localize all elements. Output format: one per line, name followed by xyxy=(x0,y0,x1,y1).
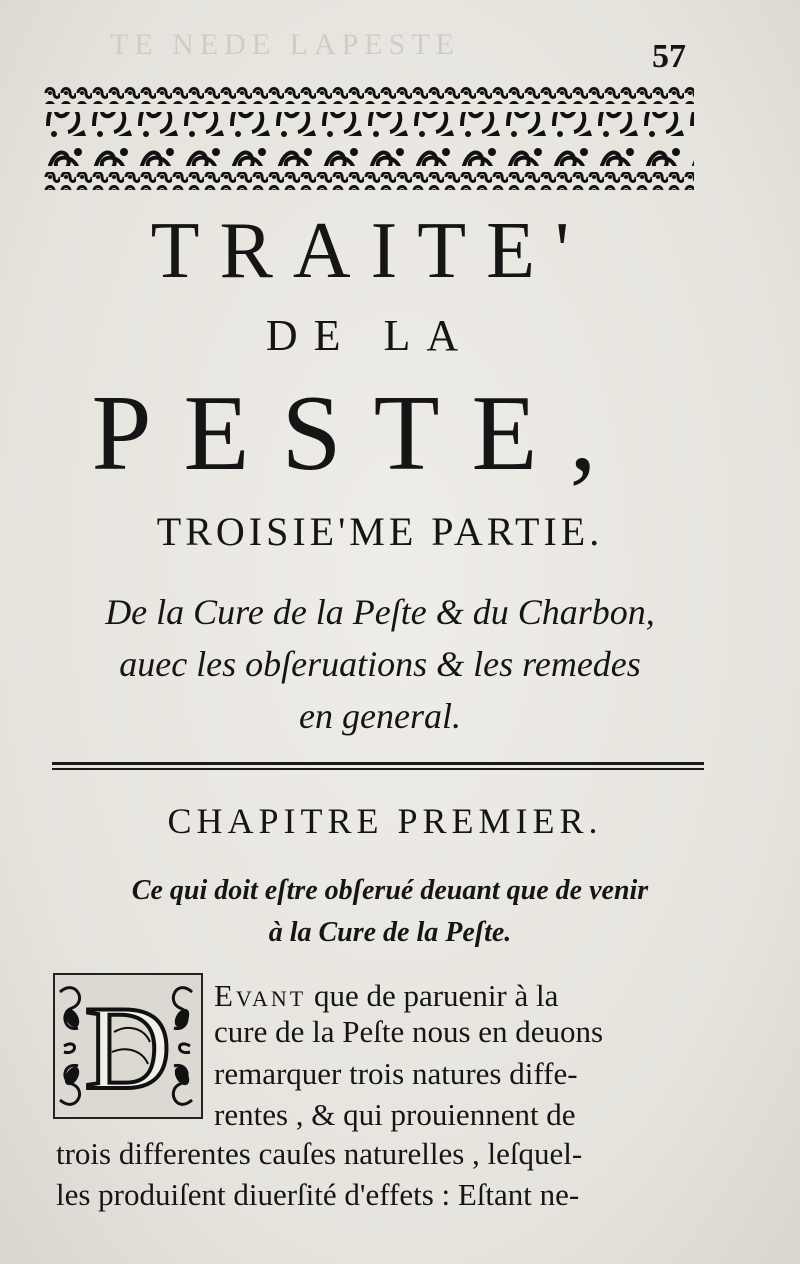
body-line-1-rest: que de paruenir à la xyxy=(306,978,559,1013)
decorated-initial xyxy=(52,972,204,1120)
subtitle-line-2: auec les obſeruations & les remedes xyxy=(119,644,641,684)
title-line-3: PESTE, xyxy=(91,374,629,493)
body-line-6: les produiſent diuerſité d'effets : Eſtant ne- xyxy=(56,1177,580,1212)
body-line-5: trois differentes cauſes naturelles , leſquel- xyxy=(56,1136,583,1171)
divider-rule-thin xyxy=(52,768,704,770)
chapter-subtitle-line-2: à la Cure de la Peſte. xyxy=(268,917,512,948)
page-number: 57 xyxy=(652,38,686,75)
chapter-subtitle-line-1: Ce qui doit eſtre obſerué deuant que de venir xyxy=(131,875,649,906)
section-subtitle xyxy=(40,586,720,742)
body-line-2: cure de la Peſte nous en deuons xyxy=(214,1014,604,1049)
title-line-2: DE LA xyxy=(265,311,475,360)
chapter-subtitle xyxy=(40,870,740,954)
title-line-1: TRAITE' xyxy=(150,207,590,295)
part-heading: TROISIE'ME PARTIE. xyxy=(156,509,604,554)
body-line-3: remarquer trois natures diffe- xyxy=(214,1056,578,1091)
body-line-1 xyxy=(214,978,558,1014)
subtitle-line-1: De la Cure de la Peſte & du Charbon, xyxy=(105,592,655,632)
show-through-text: TE NEDE LAPESTE xyxy=(110,28,460,61)
body-line-1-smallcaps: Evant xyxy=(214,978,307,1013)
body-line-4: rentes , & qui prouiennent de xyxy=(214,1097,576,1132)
ornamental-headpiece xyxy=(44,86,694,190)
divider-rule xyxy=(52,762,704,765)
subtitle-line-3: en general. xyxy=(299,696,461,736)
drop-cap-letter: D xyxy=(84,981,172,1114)
chapter-heading: CHAPITRE PREMIER. xyxy=(167,801,603,841)
